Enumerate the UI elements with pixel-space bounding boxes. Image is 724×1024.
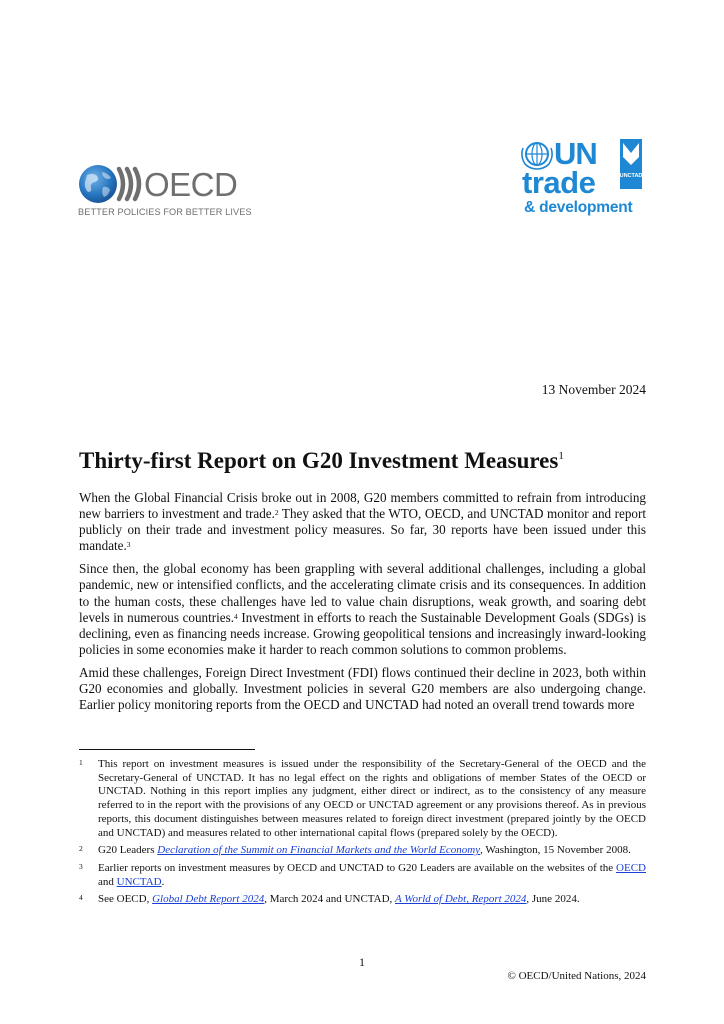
footnote-ref: 2 <box>274 508 279 518</box>
un-trade-development-logo <box>520 136 650 219</box>
oecd-tagline: BETTER POLICIES FOR BETTER LIVES <box>78 207 252 217</box>
footnote-number: 2 <box>79 844 83 854</box>
footnote-text: , March 2024 and UNCTAD, <box>264 893 396 906</box>
un-wordmark: UN <box>554 136 597 171</box>
page-number: 1 <box>359 955 365 969</box>
paragraph-text: When the Global Financial Crisis broke out in 2008, G20 members committed to refrain from introducing new barriers to investment and trade. <box>79 490 646 522</box>
footnote-1 <box>79 758 646 840</box>
footnote-text: and <box>98 875 117 888</box>
unctad-badge-label: UNCTAD <box>620 173 642 179</box>
footnote-2 <box>79 844 646 858</box>
footnote-4 <box>79 893 646 907</box>
page-title <box>79 448 564 474</box>
oecd-globe-icon <box>78 163 144 205</box>
footnote-text: G20 Leaders <box>98 844 158 857</box>
footnote-ref: 1 <box>558 450 564 462</box>
development-wordmark: & development <box>524 199 633 216</box>
copyright-notice: © OECD/United Nations, 2024 <box>507 970 646 982</box>
footnote-3 <box>79 862 646 889</box>
paragraph-text: Since then, the global economy has been grappling with several additional challenges, including a global pandemic, new or intensified conflicts, and the accelerating climate crisis and its consequences. In addition to the human costs, these challenges have led to value chain disruptions, weak growth, and soaring debt levels in numerous countries. <box>79 561 646 625</box>
global-debt-report-link[interactable]: Global Debt Report 2024 <box>152 893 265 906</box>
oecd-wordmark: OECD <box>144 166 238 203</box>
g20-declaration-link[interactable]: Declaration of the Summit on Financial Markets and the World Economy <box>157 844 481 857</box>
paragraph-text: Amid these challenges, Foreign Direct Investment (FDI) flows continued their decline in 2023, both within G20 economies and globally. Investment policies in several G20 members are also undergoing change. Earlier policy monitoring reports from the OECD and UNCTAD had noted an overall trend towards more <box>79 664 646 713</box>
footnote-text: See OECD, <box>98 893 153 906</box>
paragraph-text: Investment in efforts to reach the Sustainable Development Goals (SDGs) is declining, even as financing needs increase. Growing geopolitical tensions and increasingly inward-looking policies in some economies make it harder to reach common solutions to common problems. <box>79 609 646 657</box>
footnote-number: 4 <box>79 893 83 903</box>
paragraph-3 <box>79 665 646 713</box>
footnote-number: 1 <box>79 758 83 767</box>
trade-wordmark: trade <box>522 165 596 200</box>
footnote-text: This report on investment measures is issued under the responsibility of the Secretary-General of the OECD and the Secretary-General of UNCTAD. It has no legal effect on the rights and obligations of member States of the OECD or UNCTAD. Nothing in this report implies any judgment, either direct or indirect, as to the consistency of any measure referred to in the report with the provisions of any OECD or UNCTAD agreement or any provisions thereof. As in previous reports, this document distinguishes between measures related to foreign direct investment (prepared jointly by the OECD and UNCTAD) and measures related to other international capital flows (prepared solely by the OECD). <box>98 758 646 839</box>
world-of-debt-link[interactable]: A World of Debt, Report 2024 <box>395 893 527 906</box>
unctad-badge-icon <box>620 139 642 189</box>
oecd-link[interactable]: OECD <box>616 861 646 874</box>
footnote-number: 3 <box>79 861 83 871</box>
body-text <box>79 490 646 720</box>
footnote-text: Earlier reports on investment measures by OECD and UNCTAD to G20 Leaders are available on the websites of the <box>98 861 617 874</box>
footnote-text: . <box>161 875 165 888</box>
report-date: 13 November 2024 <box>541 382 646 397</box>
footnote-ref: 4 <box>234 611 238 621</box>
footnote-ref: 3 <box>126 540 131 550</box>
paragraph-1 <box>79 490 646 554</box>
paragraph-text: They asked that the WTO, OECD, and UNCTAD monitor and report publicly on their trade and investment policy measures. So far, 30 reports have been issued under this mandate. <box>79 506 646 554</box>
oecd-logo <box>78 163 258 221</box>
footnote-text: , Washington, 15 November 2008. <box>480 844 631 857</box>
footnote-text: , June 2024. <box>526 893 580 906</box>
unctad-link[interactable]: UNCTAD <box>116 875 162 888</box>
title-text: Thirty-first Report on G20 Investment Measures <box>79 448 559 473</box>
footnotes <box>79 758 646 911</box>
footnote-divider <box>79 749 255 750</box>
paragraph-2 <box>79 561 646 658</box>
